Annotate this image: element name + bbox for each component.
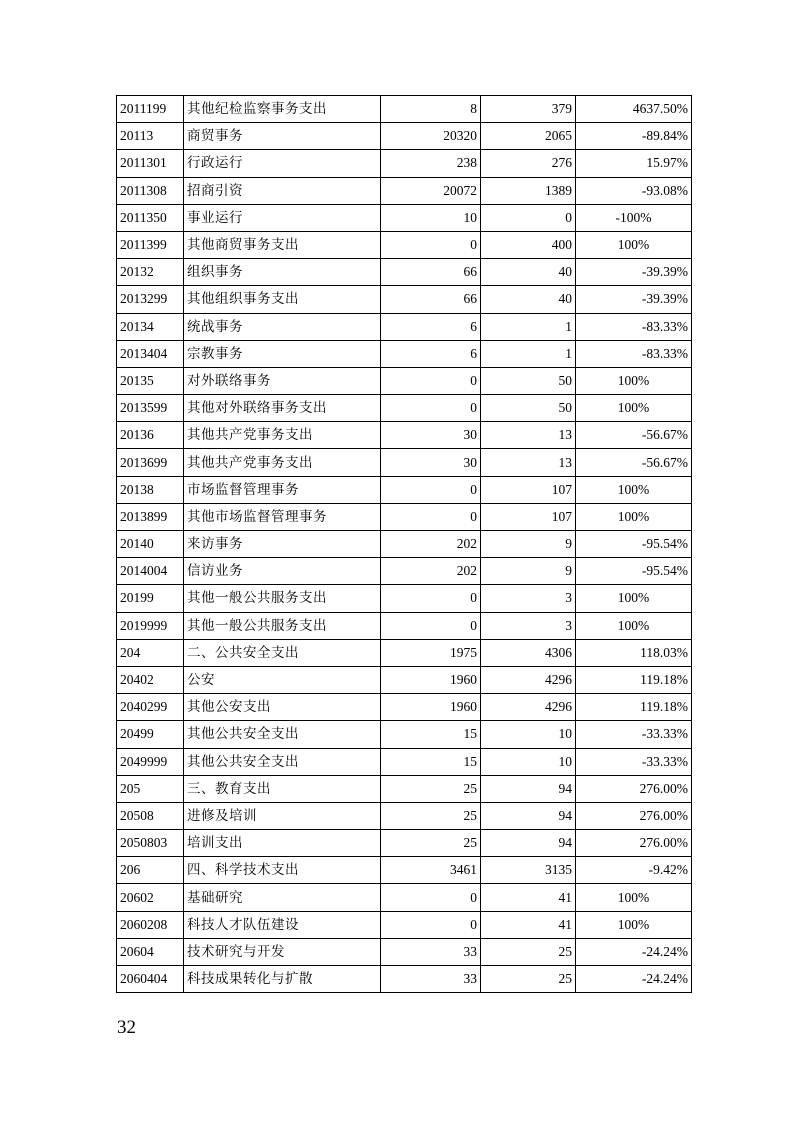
- cell-item-name: 其他公共安全支出: [184, 748, 381, 775]
- table-row: [117, 503, 692, 530]
- cell-change-rate: -100%: [576, 204, 692, 231]
- table-row: [117, 585, 692, 612]
- cell-change-rate: 100%: [576, 476, 692, 503]
- cell-item-name: 培训支出: [184, 830, 381, 857]
- cell-item-name: 科技成果转化与扩散: [184, 966, 381, 993]
- cell-code: 2013899: [117, 503, 184, 530]
- cell-item-name: 统战事务: [184, 313, 381, 340]
- cell-code: 2019999: [117, 612, 184, 639]
- table-row: [117, 911, 692, 938]
- cell-curr-amount: 50: [481, 367, 576, 394]
- cell-curr-amount: 41: [481, 884, 576, 911]
- table-row: [117, 204, 692, 231]
- table-row: [117, 666, 692, 693]
- cell-item-name: 其他商贸事务支出: [184, 231, 381, 258]
- cell-curr-amount: 4296: [481, 694, 576, 721]
- cell-curr-amount: 10: [481, 748, 576, 775]
- cell-change-rate: 119.18%: [576, 694, 692, 721]
- cell-prev-amount: 202: [381, 531, 481, 558]
- cell-curr-amount: 40: [481, 286, 576, 313]
- cell-code: 20132: [117, 259, 184, 286]
- cell-change-rate: -95.54%: [576, 558, 692, 585]
- cell-item-name: 组织事务: [184, 259, 381, 286]
- cell-change-rate: -56.67%: [576, 449, 692, 476]
- cell-curr-amount: 25: [481, 966, 576, 993]
- cell-prev-amount: 30: [381, 422, 481, 449]
- cell-curr-amount: 3: [481, 585, 576, 612]
- cell-prev-amount: 0: [381, 231, 481, 258]
- table-row: [117, 558, 692, 585]
- cell-change-rate: -56.67%: [576, 422, 692, 449]
- cell-change-rate: -24.24%: [576, 966, 692, 993]
- cell-curr-amount: 9: [481, 531, 576, 558]
- table-row: [117, 123, 692, 150]
- table-row: [117, 639, 692, 666]
- cell-change-rate: 15.97%: [576, 150, 692, 177]
- cell-prev-amount: 25: [381, 802, 481, 829]
- cell-code: 20136: [117, 422, 184, 449]
- table-row: [117, 340, 692, 367]
- table-row: [117, 231, 692, 258]
- cell-item-name: 对外联络事务: [184, 367, 381, 394]
- cell-prev-amount: 3461: [381, 857, 481, 884]
- cell-prev-amount: 20320: [381, 123, 481, 150]
- cell-item-name: 其他一般公共服务支出: [184, 612, 381, 639]
- page-number: 32: [117, 1017, 136, 1038]
- cell-curr-amount: 50: [481, 395, 576, 422]
- table-row: [117, 694, 692, 721]
- cell-prev-amount: 238: [381, 150, 481, 177]
- cell-prev-amount: 10: [381, 204, 481, 231]
- cell-item-name: 招商引资: [184, 177, 381, 204]
- cell-item-name: 其他组织事务支出: [184, 286, 381, 313]
- cell-code: 20135: [117, 367, 184, 394]
- cell-item-name: 技术研究与开发: [184, 938, 381, 965]
- cell-prev-amount: 1960: [381, 666, 481, 693]
- cell-curr-amount: 41: [481, 911, 576, 938]
- cell-change-rate: 276.00%: [576, 830, 692, 857]
- cell-prev-amount: 15: [381, 748, 481, 775]
- budget-table: [116, 95, 692, 993]
- cell-curr-amount: 9: [481, 558, 576, 585]
- cell-curr-amount: 1389: [481, 177, 576, 204]
- cell-code: 2011350: [117, 204, 184, 231]
- cell-code: 20134: [117, 313, 184, 340]
- cell-prev-amount: 202: [381, 558, 481, 585]
- cell-prev-amount: 6: [381, 340, 481, 367]
- cell-code: 2050803: [117, 830, 184, 857]
- cell-prev-amount: 0: [381, 884, 481, 911]
- cell-curr-amount: 107: [481, 476, 576, 503]
- table-row: [117, 313, 692, 340]
- cell-item-name: 其他公共安全支出: [184, 721, 381, 748]
- cell-change-rate: -24.24%: [576, 938, 692, 965]
- cell-curr-amount: 40: [481, 259, 576, 286]
- table-row: [117, 612, 692, 639]
- table-row: [117, 150, 692, 177]
- cell-prev-amount: 8: [381, 96, 481, 123]
- cell-curr-amount: 94: [481, 802, 576, 829]
- cell-change-rate: -33.33%: [576, 748, 692, 775]
- table-row: [117, 259, 692, 286]
- cell-curr-amount: 94: [481, 775, 576, 802]
- cell-item-name: 事业运行: [184, 204, 381, 231]
- cell-code: 2011308: [117, 177, 184, 204]
- cell-curr-amount: 276: [481, 150, 576, 177]
- cell-item-name: 信访业务: [184, 558, 381, 585]
- table-row: [117, 476, 692, 503]
- cell-curr-amount: 1: [481, 313, 576, 340]
- cell-prev-amount: 30: [381, 449, 481, 476]
- cell-change-rate: 276.00%: [576, 802, 692, 829]
- cell-item-name: 基础研究: [184, 884, 381, 911]
- table-row: [117, 531, 692, 558]
- cell-code: 204: [117, 639, 184, 666]
- cell-code: 2013699: [117, 449, 184, 476]
- table-row: [117, 177, 692, 204]
- cell-change-rate: 118.03%: [576, 639, 692, 666]
- cell-code: 20602: [117, 884, 184, 911]
- cell-curr-amount: 0: [481, 204, 576, 231]
- cell-code: 2049999: [117, 748, 184, 775]
- cell-change-rate: -83.33%: [576, 340, 692, 367]
- cell-item-name: 宗教事务: [184, 340, 381, 367]
- cell-curr-amount: 3: [481, 612, 576, 639]
- cell-code: 20138: [117, 476, 184, 503]
- cell-prev-amount: 20072: [381, 177, 481, 204]
- cell-curr-amount: 379: [481, 96, 576, 123]
- cell-code: 2060208: [117, 911, 184, 938]
- cell-item-name: 来访事务: [184, 531, 381, 558]
- cell-code: 2011199: [117, 96, 184, 123]
- cell-code: 20113: [117, 123, 184, 150]
- cell-item-name: 其他市场监督管理事务: [184, 503, 381, 530]
- cell-change-rate: -95.54%: [576, 531, 692, 558]
- cell-prev-amount: 6: [381, 313, 481, 340]
- cell-change-rate: 100%: [576, 367, 692, 394]
- cell-code: 2060404: [117, 966, 184, 993]
- cell-code: 206: [117, 857, 184, 884]
- cell-item-name: 公安: [184, 666, 381, 693]
- cell-change-rate: 119.18%: [576, 666, 692, 693]
- cell-item-name: 其他对外联络事务支出: [184, 395, 381, 422]
- cell-change-rate: 100%: [576, 884, 692, 911]
- cell-prev-amount: 0: [381, 911, 481, 938]
- cell-change-rate: -83.33%: [576, 313, 692, 340]
- cell-prev-amount: 1960: [381, 694, 481, 721]
- cell-prev-amount: 0: [381, 395, 481, 422]
- cell-prev-amount: 0: [381, 476, 481, 503]
- cell-item-name: 市场监督管理事务: [184, 476, 381, 503]
- cell-item-name: 进修及培训: [184, 802, 381, 829]
- cell-change-rate: -39.39%: [576, 286, 692, 313]
- table-row: [117, 449, 692, 476]
- cell-prev-amount: 33: [381, 966, 481, 993]
- table-row: [117, 367, 692, 394]
- cell-code: 2013299: [117, 286, 184, 313]
- cell-curr-amount: 10: [481, 721, 576, 748]
- cell-code: 20508: [117, 802, 184, 829]
- cell-code: 2011301: [117, 150, 184, 177]
- cell-curr-amount: 2065: [481, 123, 576, 150]
- table-row: [117, 802, 692, 829]
- cell-item-name: 其他共产党事务支出: [184, 422, 381, 449]
- cell-curr-amount: 400: [481, 231, 576, 258]
- cell-code: 20140: [117, 531, 184, 558]
- table-row: [117, 830, 692, 857]
- cell-change-rate: -9.42%: [576, 857, 692, 884]
- cell-prev-amount: 25: [381, 775, 481, 802]
- cell-item-name: 商贸事务: [184, 123, 381, 150]
- cell-change-rate: 276.00%: [576, 775, 692, 802]
- cell-prev-amount: 66: [381, 286, 481, 313]
- table-row: [117, 721, 692, 748]
- cell-code: 2014004: [117, 558, 184, 585]
- cell-item-name: 科技人才队伍建设: [184, 911, 381, 938]
- cell-change-rate: -89.84%: [576, 123, 692, 150]
- cell-item-name: 其他一般公共服务支出: [184, 585, 381, 612]
- cell-code: 2040299: [117, 694, 184, 721]
- cell-item-name: 二、公共安全支出: [184, 639, 381, 666]
- cell-change-rate: -33.33%: [576, 721, 692, 748]
- cell-curr-amount: 3135: [481, 857, 576, 884]
- cell-change-rate: 100%: [576, 612, 692, 639]
- cell-change-rate: -93.08%: [576, 177, 692, 204]
- cell-change-rate: -39.39%: [576, 259, 692, 286]
- cell-code: 2011399: [117, 231, 184, 258]
- cell-code: 205: [117, 775, 184, 802]
- cell-change-rate: 100%: [576, 231, 692, 258]
- table-body: [117, 96, 692, 993]
- cell-item-name: 行政运行: [184, 150, 381, 177]
- cell-change-rate: 100%: [576, 585, 692, 612]
- cell-curr-amount: 13: [481, 422, 576, 449]
- table-row: [117, 286, 692, 313]
- cell-item-name: 四、科学技术支出: [184, 857, 381, 884]
- cell-curr-amount: 13: [481, 449, 576, 476]
- cell-prev-amount: 15: [381, 721, 481, 748]
- cell-item-name: 三、教育支出: [184, 775, 381, 802]
- cell-code: 20199: [117, 585, 184, 612]
- cell-item-name: 其他共产党事务支出: [184, 449, 381, 476]
- table-row: [117, 748, 692, 775]
- cell-code: 20402: [117, 666, 184, 693]
- cell-prev-amount: 25: [381, 830, 481, 857]
- cell-curr-amount: 1: [481, 340, 576, 367]
- cell-change-rate: 100%: [576, 503, 692, 530]
- cell-curr-amount: 107: [481, 503, 576, 530]
- table-row: [117, 395, 692, 422]
- table-row: [117, 857, 692, 884]
- cell-code: 2013599: [117, 395, 184, 422]
- cell-change-rate: 4637.50%: [576, 96, 692, 123]
- cell-prev-amount: 0: [381, 585, 481, 612]
- table-row: [117, 938, 692, 965]
- cell-change-rate: 100%: [576, 911, 692, 938]
- table-row: [117, 775, 692, 802]
- cell-prev-amount: 0: [381, 503, 481, 530]
- table-row: [117, 884, 692, 911]
- cell-curr-amount: 4296: [481, 666, 576, 693]
- cell-curr-amount: 4306: [481, 639, 576, 666]
- cell-prev-amount: 1975: [381, 639, 481, 666]
- cell-code: 20604: [117, 938, 184, 965]
- cell-change-rate: 100%: [576, 395, 692, 422]
- cell-code: 2013404: [117, 340, 184, 367]
- cell-curr-amount: 25: [481, 938, 576, 965]
- cell-curr-amount: 94: [481, 830, 576, 857]
- cell-prev-amount: 0: [381, 612, 481, 639]
- table-row: [117, 96, 692, 123]
- cell-prev-amount: 0: [381, 367, 481, 394]
- cell-code: 20499: [117, 721, 184, 748]
- cell-item-name: 其他公安支出: [184, 694, 381, 721]
- table-row: [117, 422, 692, 449]
- table-row: [117, 966, 692, 993]
- cell-prev-amount: 66: [381, 259, 481, 286]
- cell-prev-amount: 33: [381, 938, 481, 965]
- cell-item-name: 其他纪检监察事务支出: [184, 96, 381, 123]
